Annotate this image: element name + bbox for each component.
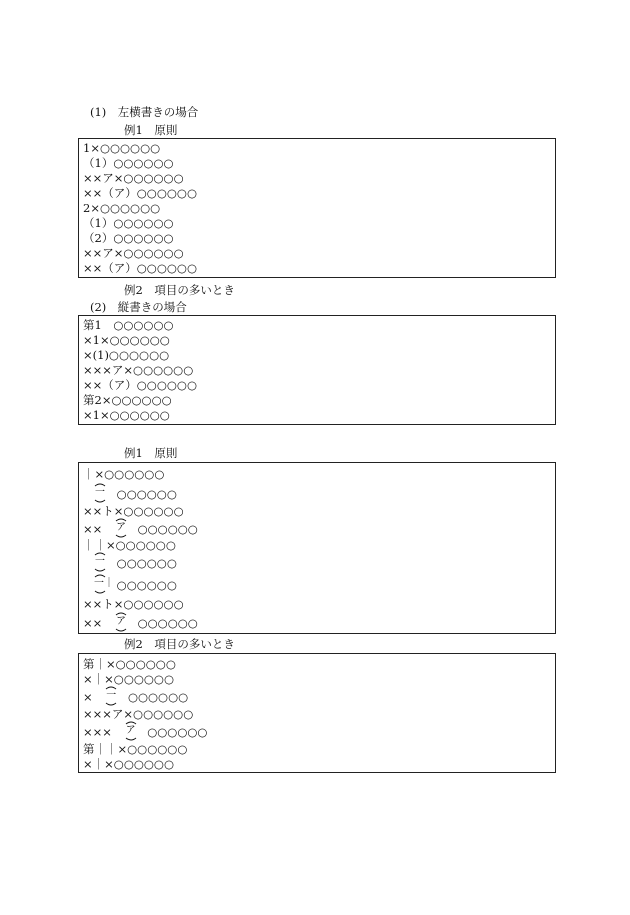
paren-mark-text-4: 一｜ (94, 578, 114, 589)
section-heading-vertical: (2) 縦書きの場合 (90, 300, 187, 314)
box4-row-3 (83, 688, 188, 708)
vertical-paren-mark (93, 552, 107, 572)
box3-row-1-circles: ○○○○○○ (104, 467, 165, 481)
box3-row-9-circles: ○○○○○○ (137, 616, 198, 630)
box1-line-7: （2）○○○○○○ (83, 231, 174, 245)
box3-row-1 (83, 467, 164, 481)
box4-row-7-prefix: ×｜× (83, 757, 114, 771)
box2-line-6: 第2×○○○○○○ (83, 393, 172, 407)
box4-row-7-circles: ○○○○○○ (113, 757, 174, 771)
box3-row-7 (93, 576, 177, 596)
example-box-horizontal-many-items (78, 315, 556, 425)
box3-row-3-prefix: ××ト× (83, 504, 124, 518)
box3-row-1-prefix: ｜× (83, 467, 105, 481)
box4-row-3-circles: ○○○○○○ (127, 690, 189, 704)
box4-row-5 (83, 723, 207, 743)
example2-label-vertical: 例2 項目の多いとき (124, 637, 235, 651)
box3-row-8-prefix: ××ト× (83, 597, 124, 611)
box3-row-8-circles: ○○○○○○ (123, 597, 184, 611)
box3-row-6-circles: ○○○○○○ (116, 556, 177, 570)
box3-row-2 (93, 485, 177, 505)
vertical-paren-mark (114, 612, 128, 632)
paren-mark-text-5: ア (115, 616, 126, 627)
box4-row-7 (83, 757, 174, 771)
example2-label: 例2 項目の多いとき (124, 283, 235, 297)
box4-row-3-prefix: × (83, 690, 93, 704)
box1-line-9: ××（ア）○○○○○○ (83, 261, 197, 275)
box1-line-6: （1）○○○○○○ (83, 216, 174, 230)
box2-line-1: 第1 ○○○○○○ (83, 318, 174, 332)
box1-line-2: （1）○○○○○○ (83, 156, 174, 170)
section-heading-horizontal: (1) 左横書きの場合 (90, 105, 199, 119)
box3-row-4 (83, 520, 198, 540)
box1-line-3: ××ア×○○○○○○ (83, 171, 184, 185)
vertical-paren-mark (124, 721, 138, 741)
box4-row-1 (83, 657, 176, 671)
box3-row-2-circles: ○○○○○○ (116, 487, 177, 501)
box3-row-3-circles: ○○○○○○ (123, 504, 184, 518)
example1-label-vertical: 例1 原則 (124, 446, 178, 460)
box4-row-4 (83, 707, 193, 721)
box2-line-5: ××（ア）○○○○○○ (83, 378, 197, 392)
box3-row-8 (83, 597, 184, 611)
box3-row-7-circles: ○○○○○○ (116, 578, 177, 592)
box4-paren-mark-text-2: ア (125, 725, 136, 736)
box4-row-4-circles: ○○○○○○ (133, 707, 194, 721)
box4-row-2-prefix: ×｜× (83, 672, 114, 686)
box1-line-8: ××ア×○○○○○○ (83, 246, 184, 260)
example1-label: 例1 原則 (124, 123, 178, 137)
box4-row-2 (83, 672, 174, 686)
box4-row-5-prefix: ××× (83, 725, 112, 739)
box3-row-4-prefix: ×× (83, 522, 103, 536)
box4-row-2-circles: ○○○○○○ (113, 672, 174, 686)
box1-line-1: 1×○○○○○○ (83, 141, 161, 155)
box3-row-6 (93, 554, 177, 574)
paren-mark-text-2: ア (115, 522, 126, 533)
box2-line-4: ×××ア×○○○○○○ (83, 363, 194, 377)
box4-paren-mark-text-1: 一 (106, 690, 117, 701)
box3-row-5 (83, 538, 176, 552)
box4-row-4-prefix: ×××ア× (83, 707, 134, 721)
box1-line-5: 2×○○○○○○ (83, 201, 161, 215)
box4-row-1-prefix: 第｜× (83, 657, 116, 671)
box2-line-7: ×1×○○○○○○ (83, 408, 170, 422)
box1-line-4: ××（ア）○○○○○○ (83, 186, 197, 200)
paren-mark-text-3: 一 (95, 556, 105, 567)
box2-line-3: ×(1)○○○○○○ (83, 348, 170, 362)
paren-mark-text-1: 一 (95, 487, 105, 498)
box4-row-6-circles: ○○○○○○ (127, 742, 188, 756)
box4-row-5-circles: ○○○○○○ (147, 725, 208, 739)
box4-row-1-circles: ○○○○○○ (115, 657, 176, 671)
vertical-paren-mark (93, 483, 107, 503)
box3-row-9-prefix: ×× (83, 616, 103, 630)
example-box-vertical-principle (78, 462, 556, 634)
box3-row-5-circles: ○○○○○○ (115, 538, 176, 552)
box3-row-4-circles: ○○○○○○ (137, 522, 198, 536)
box4-row-6 (83, 742, 187, 756)
box3-row-3 (83, 504, 184, 518)
vertical-paren-mark (93, 574, 114, 594)
box2-line-2: ×1×○○○○○○ (83, 333, 170, 347)
vertical-paren-mark (114, 518, 128, 538)
example-box-vertical-many-items (78, 653, 556, 773)
box3-row-5-prefix: ｜｜× (83, 538, 116, 552)
example-box-horizontal-principle (78, 138, 556, 278)
vertical-paren-mark (104, 686, 118, 706)
box4-row-6-prefix: 第｜｜× (83, 742, 128, 756)
box3-row-9 (83, 614, 198, 634)
